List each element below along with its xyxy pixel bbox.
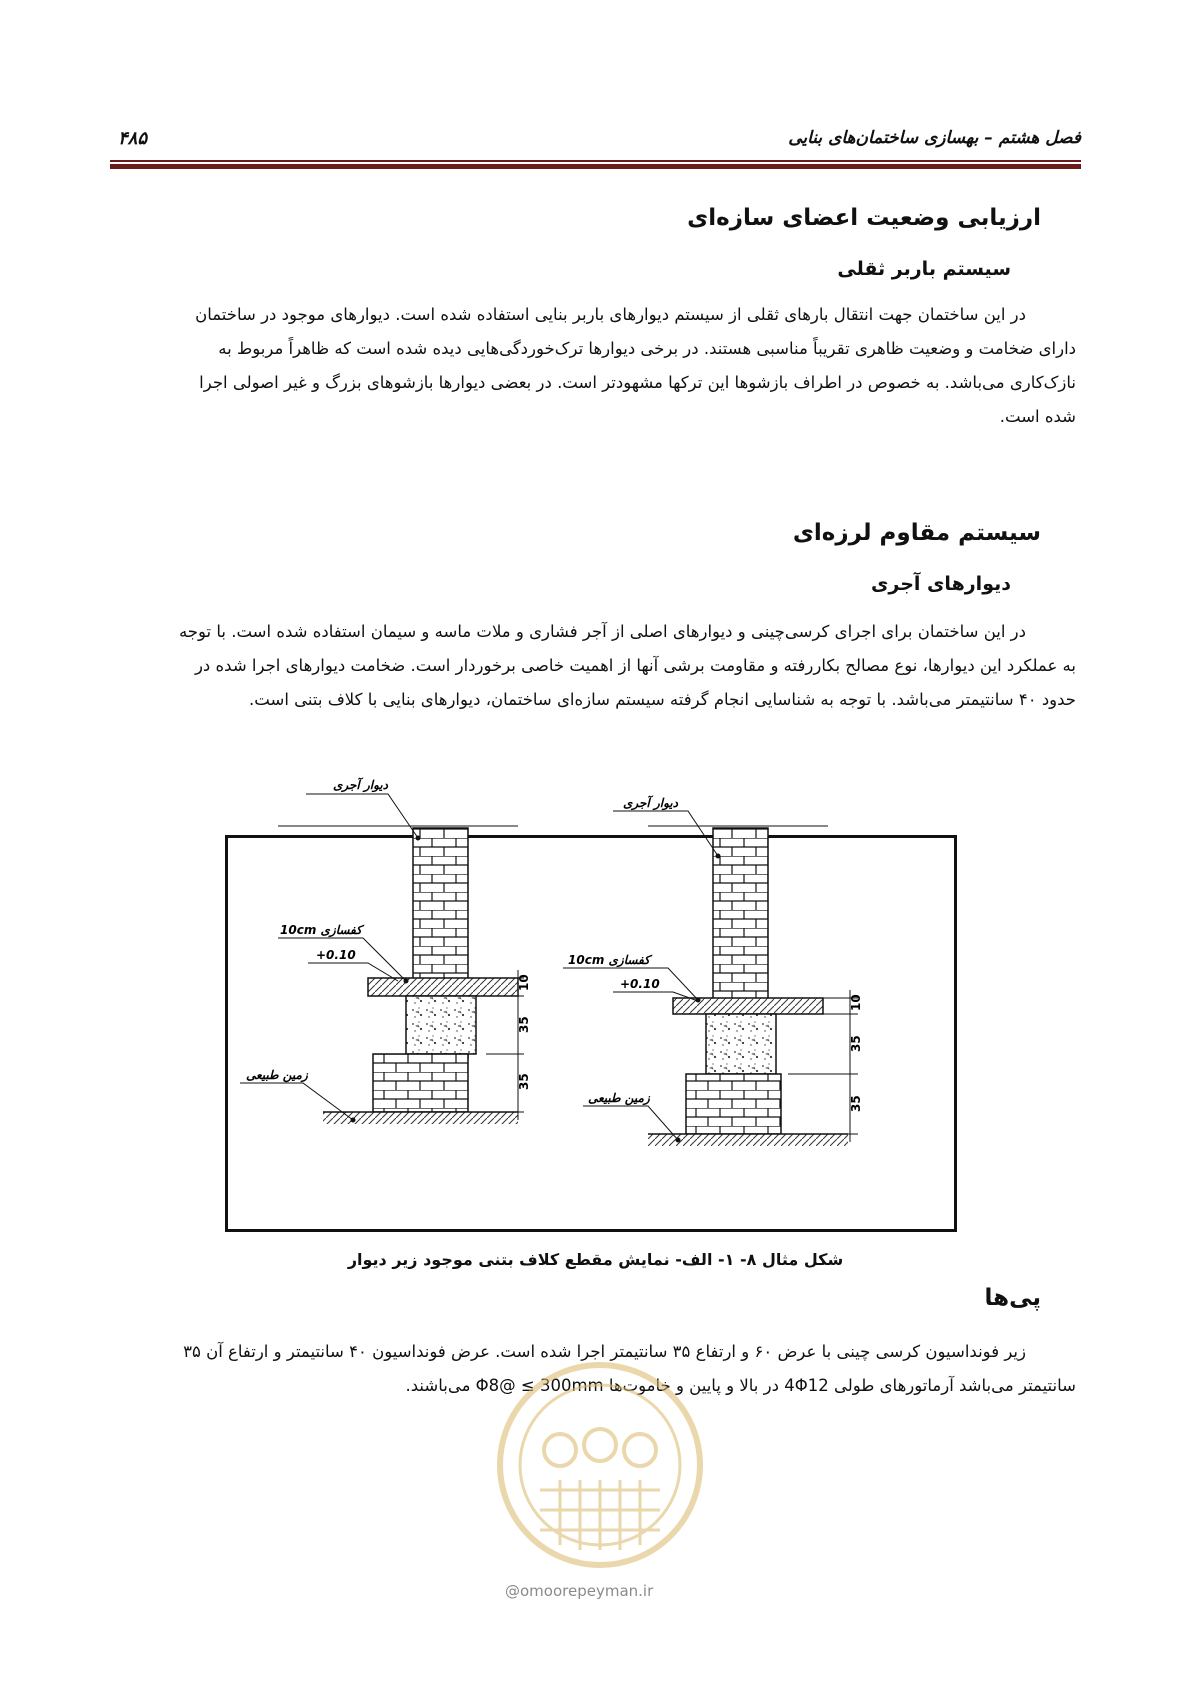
ground-label: زمین طبیعی [246, 1068, 308, 1082]
paragraph-brick-walls [112, 615, 1076, 717]
subsection-title-gravity-system: سیستم باربر ثقلی [837, 258, 1011, 280]
paragraph-gravity-system [112, 298, 1076, 434]
text-line: سانتیمتر می‌باشد آرماتورهای طولی 4Φ12 در بالا و پایین و خاموت‌ها Φ8@ ≤ 300mm می‌باشند. [405, 1376, 1076, 1395]
section-right [563, 795, 863, 1146]
foundation-section-drawing [228, 778, 954, 1229]
text-line: دارای ضخامت و وضعیت ظاهری تقریباً مناسبی هستند. در برخی دیوارها ترک‌خوردگی‌هایی دیده شده است که ظاهراً مربوط به [218, 339, 1076, 358]
ground-label: زمین طبیعی [588, 1091, 650, 1105]
watermark-url: @omoorepeyman.ir [505, 1582, 654, 1600]
section-left [240, 777, 531, 1124]
section-title-seismic-system: سیستم مقاوم لرزه‌ای [792, 520, 1041, 546]
wall-label: دیوار آجری [623, 796, 678, 810]
text-line: حدود ۴۰ سانتیمتر می‌باشد. با توجه به شناسایی انجام گرفته سیستم سازه‌ای ساختمان، دیوارهای بنایی با کلاف بتنی است. [249, 690, 1076, 709]
text-line: در این ساختمان برای اجرای کرسی‌چینی و دیوارهای اصلی از آجر فشاری و ملات ماسه و سیمان استفاده شده است. با توجه [178, 622, 1026, 641]
floor-label: 10cm کفسازی [568, 953, 650, 967]
dimension-label: 10 [849, 994, 863, 1011]
text-line: به عملکرد این دیوارها، نوع مصالح بکاررفته و مقاومت برشی آنها از اهمیت خاصی برخوردار است. ضخامت دیوارهای اجرا شده در [194, 656, 1076, 675]
header-rule-thin [110, 160, 1081, 162]
page-number: ۴۸۵ [118, 128, 148, 149]
section-title-structural-assessment: ارزیابی وضعیت اعضای سازه‌ای [687, 205, 1041, 231]
page-header [110, 128, 1081, 154]
floor-label: 10cm کفسازی [280, 923, 362, 937]
wall-label: دیوار آجری [333, 778, 388, 792]
foundation-section-figure [225, 778, 957, 1232]
dimension-label: 35 [517, 1073, 531, 1090]
level-label: +0.10 [316, 948, 356, 962]
text-line: در این ساختمان جهت انتقال بارهای ثقلی از سیستم دیوارهای باربر بنایی استفاده شده است. دیوارهای موجود در ساختمان [195, 305, 1026, 324]
dimension-label: 35 [517, 1016, 531, 1033]
text-line: شده است. [999, 407, 1076, 426]
dimension-label: 35 [849, 1035, 863, 1052]
level-label: +0.10 [620, 977, 660, 991]
dimension-label: 35 [849, 1095, 863, 1112]
text-line: زیر فونداسیون کرسی چینی با عرض ۶۰ و ارتفاع ۳۵ سانتیمتر اجرا شده است. عرض فونداسیون ۴۰ سانتیمتر و ارتفاع آن ۳۵ [183, 1342, 1026, 1361]
watermark-logo [470, 1350, 730, 1580]
subsection-title-brick-walls: دیوارهای آجری [870, 573, 1011, 595]
dimension-label: 10 [517, 974, 531, 991]
chapter-title: فصل هشتم – بهسازی ساختمان‌های بنایی [788, 128, 1081, 148]
text-line: نازک‌کاری می‌باشد. به خصوص در اطراف بازشوها این ترکها مشهودتر است. در بعضی دیوارها بازشوهای بزرگ و غیر اصولی اجرا [199, 373, 1076, 392]
header-rule-thick [110, 164, 1081, 169]
figure-caption: شکل مثال ۸- ۱- الف- نمایش مقطع کلاف بتنی موجود زیر دیوار [347, 1250, 844, 1269]
section-title-foundations: پی‌ها [984, 1285, 1041, 1311]
